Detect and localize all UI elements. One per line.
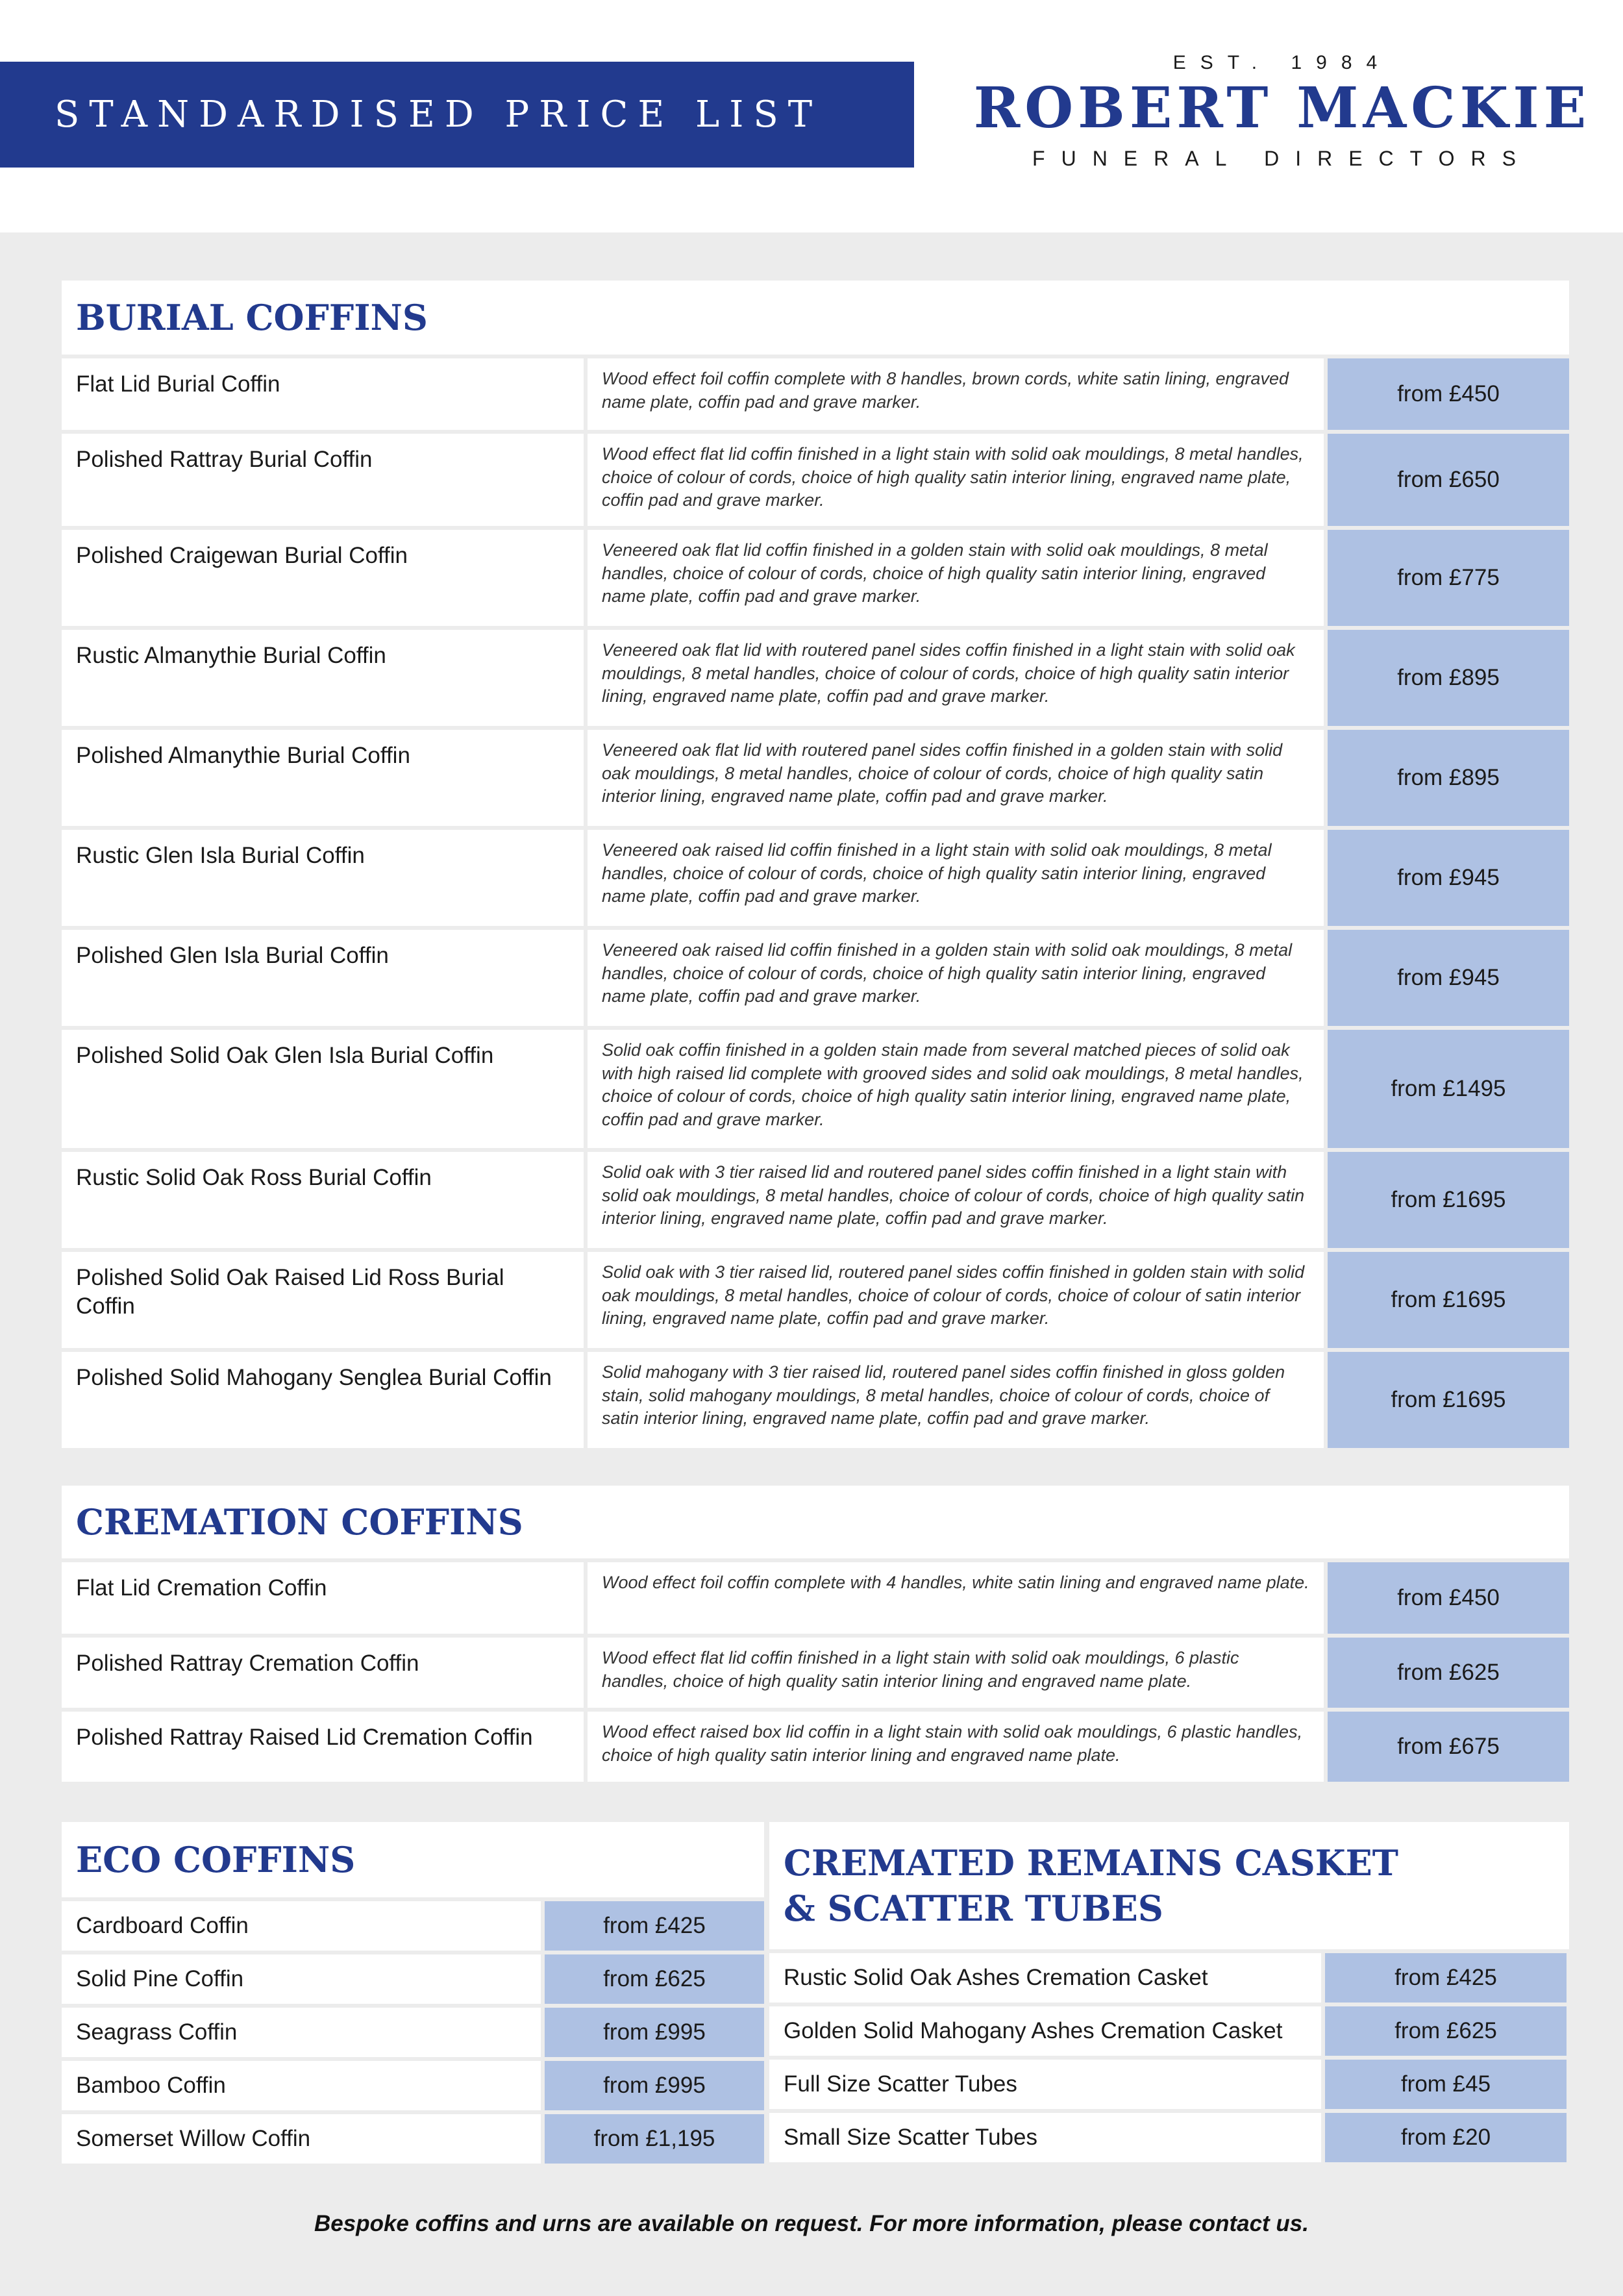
item-price: from £45: [1325, 2060, 1567, 2109]
item-price: from £425: [545, 1901, 764, 1951]
item-description: Veneered oak raised lid coffin finished in a golden stain with solid oak mouldings, 8 metal handles, choice of colour of cords, choice of high quality satin interior lining, engraved name plate, coffin pad and grave marker.: [588, 930, 1324, 1026]
item-name: Small Size Scatter Tubes: [769, 2113, 1321, 2162]
item-name: Polished Rattray Burial Coffin: [62, 434, 584, 526]
table-row: [62, 2114, 764, 2164]
table-row: [62, 1152, 1569, 1248]
item-price: from £1495: [1328, 1030, 1569, 1148]
item-price: from £945: [1328, 830, 1569, 926]
table-row: [62, 1901, 764, 1951]
item-name: Polished Solid Oak Raised Lid Ross Burial Coffin: [62, 1252, 584, 1348]
item-price: from £1,195: [545, 2114, 764, 2164]
section-title: BURIAL COFFINS: [62, 281, 1569, 355]
table-row: [62, 358, 1569, 430]
table-row: [62, 2008, 764, 2057]
item-price: from £625: [1328, 1638, 1569, 1708]
item-name: Rustic Almanythie Burial Coffin: [62, 630, 584, 726]
item-name: Polished Craigewan Burial Coffin: [62, 530, 584, 626]
item-name: Flat Lid Burial Coffin: [62, 358, 584, 430]
table-row: [62, 1638, 1569, 1708]
item-name: Polished Solid Mahogany Senglea Burial Coffin: [62, 1352, 584, 1448]
item-name: Golden Solid Mahogany Ashes Cremation Casket: [769, 2006, 1321, 2056]
item-price: from £1695: [1328, 1352, 1569, 1448]
item-description: Wood effect foil coffin complete with 8 handles, brown cords, white satin lining, engraved name plate, coffin pad and grave marker.: [588, 358, 1324, 430]
table-row: [62, 830, 1569, 926]
header-band: [0, 0, 1623, 232]
item-price: from £945: [1328, 930, 1569, 1026]
item-price: from £625: [545, 1954, 764, 2004]
table-row: [62, 1352, 1569, 1448]
cremation-section: [62, 1486, 1569, 1782]
item-description: Veneered oak flat lid with routered panel sides coffin finished in a golden stain with solid oak mouldings, 8 metal handles, choice of colour of cords, choice of high quality satin interior lining, engraved name plate, coffin pad and grave marker.: [588, 730, 1324, 826]
item-price: from £1695: [1328, 1152, 1569, 1248]
table-row: [62, 630, 1569, 726]
item-name: Rustic Glen Isla Burial Coffin: [62, 830, 584, 926]
table-row: [62, 730, 1569, 826]
table-row: [62, 1954, 764, 2004]
item-price: from £450: [1328, 1562, 1569, 1634]
item-name: Seagrass Coffin: [62, 2008, 541, 2057]
section-title: CREMATION COFFINS: [62, 1486, 1569, 1558]
table-row: [62, 2061, 764, 2110]
item-description: Veneered oak flat lid coffin finished in a golden stain with solid oak mouldings, 8 metal handles, choice of colour of cords, choice of high quality satin interior lining, engraved name plate, coffin pad and grave marker.: [588, 530, 1324, 626]
item-price: from £995: [545, 2008, 764, 2057]
item-description: Solid oak with 3 tier raised lid and routered panel sides coffin finished in a light stain with solid oak mouldings, 8 metal handles, choice of colour of cords, choice of high quality satin interior lining, engraved name plate, coffin pad and grave marker.: [588, 1152, 1324, 1248]
table-row: [62, 1562, 1569, 1634]
item-price: from £895: [1328, 630, 1569, 726]
item-description: Solid oak coffin finished in a golden stain made from several matched pieces of solid oak with high raised lid complete with grooved sides and solid oak mouldings, 8 metal handles, choice of colour of cords, choice of high quality satin interior lining, engraved name plate, coffin pad and grave marker.: [588, 1030, 1324, 1148]
item-name: Bamboo Coffin: [62, 2061, 541, 2110]
item-name: Polished Rattray Raised Lid Cremation Coffin: [62, 1712, 584, 1782]
price-list-banner: [0, 62, 914, 168]
table-row: [62, 1030, 1569, 1148]
brand-name: ROBERT MACKIE: [973, 75, 1591, 141]
item-description: Wood effect flat lid coffin finished in a light stain with solid oak mouldings, 8 metal handles, choice of colour of cords, choice of high quality satin interior lining, engraved name plate, coffin pad and grave marker.: [588, 434, 1324, 526]
burial-section: [62, 281, 1569, 1448]
item-description: Veneered oak flat lid with routered panel sides coffin finished in a light stain with solid oak mouldings, 8 metal handles, choice of colour of cords, choice of high quality satin interior lining, engraved name plate, coffin pad and grave marker.: [588, 630, 1324, 726]
item-price: from £1695: [1328, 1252, 1569, 1348]
table-row: [62, 530, 1569, 626]
section-title: ECO COFFINS: [62, 1822, 764, 1897]
item-price: from £650: [1328, 434, 1569, 526]
item-price: from £450: [1328, 358, 1569, 430]
item-name: Full Size Scatter Tubes: [769, 2060, 1321, 2109]
item-price: from £775: [1328, 530, 1569, 626]
item-name: Cardboard Coffin: [62, 1901, 541, 1951]
item-description: Wood effect foil coffin complete with 4 handles, white satin lining and engraved name plate.: [588, 1562, 1324, 1634]
item-price: from £895: [1328, 730, 1569, 826]
item-name: Polished Solid Oak Glen Isla Burial Coffin: [62, 1030, 584, 1148]
table-row: [62, 1712, 1569, 1782]
item-name: Somerset Willow Coffin: [62, 2114, 541, 2164]
brand-logo: [967, 52, 1597, 171]
item-price: from £20: [1325, 2113, 1567, 2162]
table-row: [62, 434, 1569, 526]
item-description: Wood effect flat lid coffin finished in a light stain with solid oak mouldings, 6 plastic handles, choice of high quality satin interior lining and engraved name plate.: [588, 1638, 1324, 1708]
item-name: Rustic Solid Oak Ashes Cremation Casket: [769, 1953, 1321, 2003]
item-description: Solid oak with 3 tier raised lid, routered panel sides coffin finished in golden stain with solid oak mouldings, 8 metal handles, choice of colour of cords, choice of colour of satin interior lining, engraved name plate, coffin pad and grave marker.: [588, 1252, 1324, 1348]
item-description: Solid mahogany with 3 tier raised lid, routered panel sides coffin finished in gloss golden stain, solid mahogany mouldings, 8 metal handles, choice of colour of cords, choice of satin interior lining, engraved name plate, coffin pad and grave marker.: [588, 1352, 1324, 1448]
item-price: from £425: [1325, 1953, 1567, 2003]
item-name: Polished Rattray Cremation Coffin: [62, 1638, 584, 1708]
table-row: [62, 930, 1569, 1026]
table-row: [769, 1953, 1569, 2003]
table-row: [769, 2060, 1569, 2109]
item-name: Solid Pine Coffin: [62, 1954, 541, 2004]
item-name: Rustic Solid Oak Ross Burial Coffin: [62, 1152, 584, 1248]
item-price: from £995: [545, 2061, 764, 2110]
table-row: [62, 1252, 1569, 1348]
item-name: Polished Almanythie Burial Coffin: [62, 730, 584, 826]
table-row: [769, 2113, 1569, 2162]
item-name: Polished Glen Isla Burial Coffin: [62, 930, 584, 1026]
item-name: Flat Lid Cremation Coffin: [62, 1562, 584, 1634]
item-price: from £625: [1325, 2006, 1567, 2056]
eco-section: [62, 1822, 764, 2164]
section-title-line1: CREMATED REMAINS CASKET: [784, 1841, 1398, 1884]
banner-title: STANDARDISED PRICE LIST: [55, 94, 823, 136]
brand-est: EST. 1984: [1172, 52, 1392, 73]
section-title: [769, 1822, 1569, 1949]
item-description: Wood effect raised box lid coffin in a light stain with solid oak mouldings, 6 plastic handles, choice of high quality satin interior lining and engraved name plate.: [588, 1712, 1324, 1782]
footer-note: Bespoke coffins and urns are available on request. For more information, please contact us.: [314, 2211, 1309, 2236]
caskets-section: [769, 1822, 1569, 2162]
brand-subtitle: FUNERAL DIRECTORS: [1032, 147, 1532, 171]
table-row: [769, 2006, 1569, 2056]
section-title-line2: & SCATTER TUBES: [784, 1888, 1163, 1929]
item-description: Veneered oak raised lid coffin finished in a light stain with solid oak mouldings, 8 metal handles, choice of colour of cords, choice of high quality satin interior lining, engraved name plate, coffin pad and grave marker.: [588, 830, 1324, 926]
item-price: from £675: [1328, 1712, 1569, 1782]
